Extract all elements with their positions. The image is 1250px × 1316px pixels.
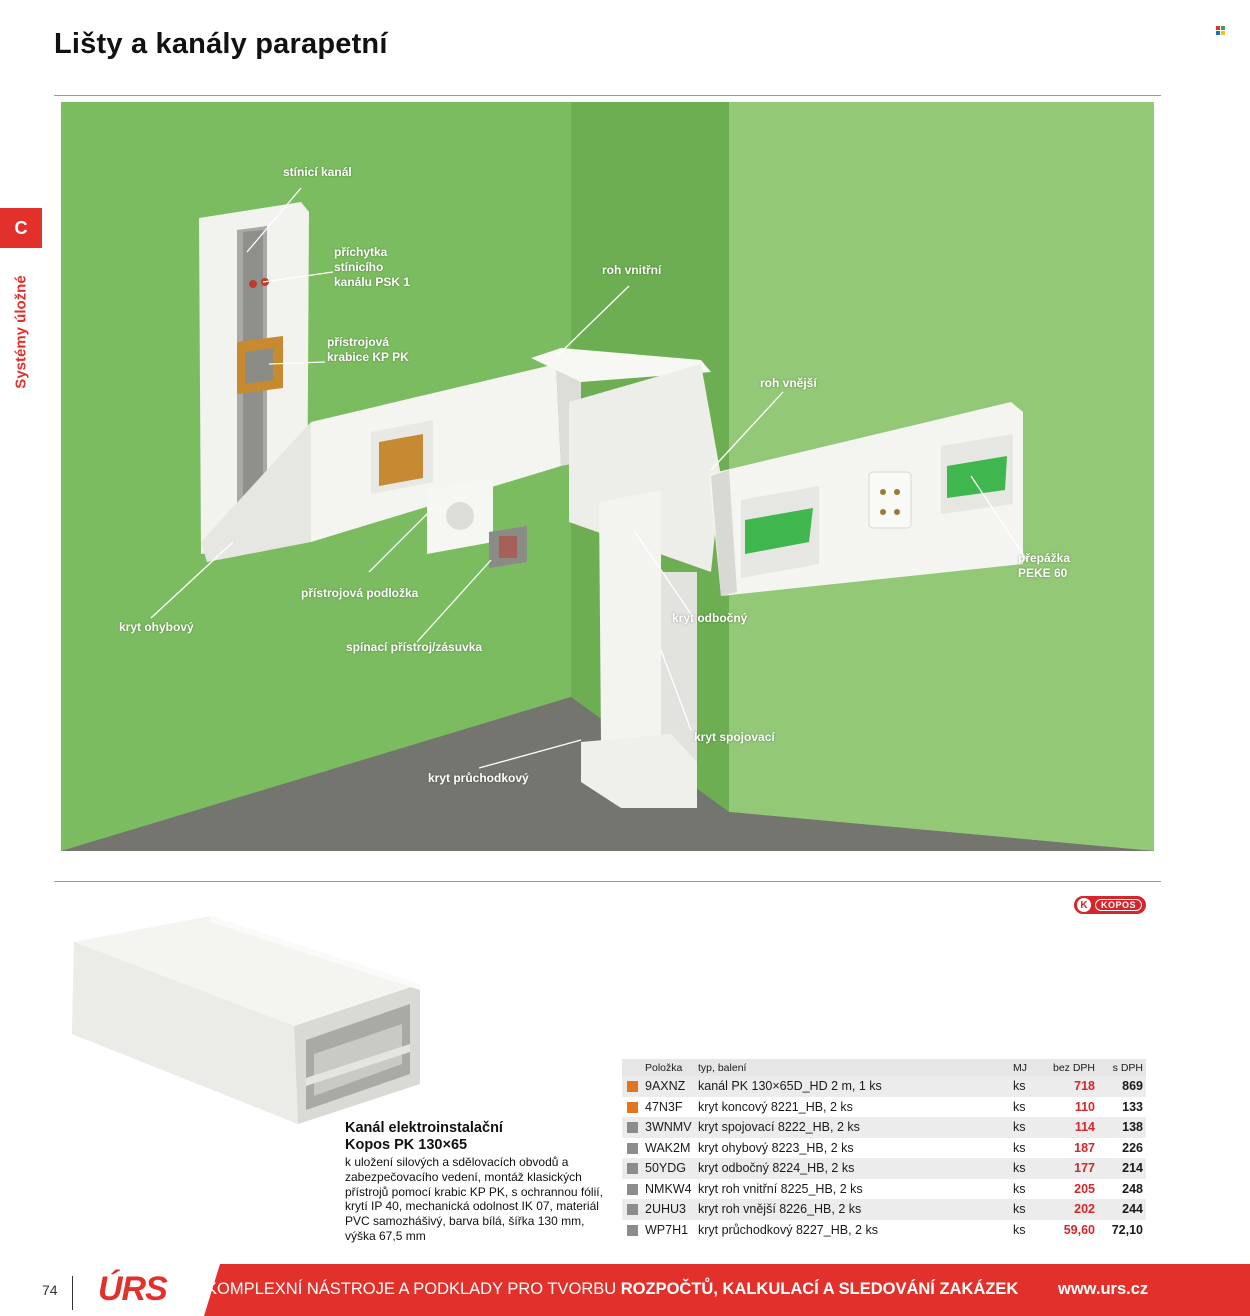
color-swatch-square — [627, 1143, 638, 1154]
price-gross: 869 — [1098, 1076, 1146, 1097]
color-swatch-square — [627, 1122, 638, 1133]
color-swatch — [622, 1097, 642, 1118]
callout-prepazka: přepážka PEKE 60 — [1018, 551, 1071, 580]
item-code: WP7H1 — [645, 1222, 689, 1237]
item-unit: ks — [1010, 1117, 1040, 1138]
item-code: 2UHU3 — [642, 1199, 695, 1220]
callout-kryt-odbocny: kryt odbočný — [672, 611, 748, 625]
item-code: 9AXNZ — [642, 1076, 695, 1097]
item-unit: ks — [1013, 1222, 1026, 1237]
price-table — [622, 1059, 1146, 1240]
product-description: k uložení silových a sdělovacích obvodů a zabezpečovacího vedení, montáž klasických přístrojů pomocí krabic KP PK, s ochrannou fólií, krytí IP 40, mechanická odolnost IK 07, materiál PVC samozhášivý, barva bílá, šířka 130 mm, výška 67,5 mm — [345, 1155, 603, 1243]
price-gross: 226 — [1122, 1140, 1143, 1155]
color-swatch-square — [627, 1081, 638, 1092]
callout-kryt-ohybovy: kryt ohybový — [119, 620, 194, 634]
table-header-row — [622, 1059, 1146, 1076]
price-gross: 72,10 — [1111, 1222, 1143, 1237]
item-type: kryt roh vnitřní 8225_HB, 2 ks — [698, 1181, 863, 1196]
item-type: kryt průchodkový 8227_HB, 2 ks — [698, 1222, 878, 1237]
item-unit: ks — [1013, 1099, 1026, 1114]
price-net: 110 — [1074, 1099, 1095, 1114]
price-gross: 138 — [1098, 1117, 1146, 1138]
urs-logo: ÚRS — [98, 1270, 167, 1308]
callout-roh-vnejsi: roh vnější — [760, 376, 817, 390]
installation-illustration — [61, 102, 1154, 851]
header-net: bez DPH — [1040, 1059, 1098, 1076]
page-title: Lišty a kanály parapetní — [54, 28, 388, 60]
item-unit: ks — [1010, 1199, 1040, 1220]
table-row — [622, 1199, 1146, 1220]
kopos-logo-word: KOPOS — [1095, 899, 1142, 911]
color-swatch — [622, 1117, 642, 1138]
color-swatch-square — [627, 1163, 638, 1174]
product-image — [70, 914, 430, 1134]
kopos-logo-mark: K — [1077, 898, 1091, 912]
price-net: 177 — [1040, 1158, 1098, 1179]
table-row — [622, 1158, 1146, 1179]
footer-divider — [72, 1276, 73, 1310]
callout-pristrojova-krabice: přístrojová krabice KP PK — [327, 335, 409, 364]
product-title-line1: Kanál elektroinstalační — [345, 1120, 503, 1136]
product-title — [345, 1120, 503, 1154]
price-gross: 244 — [1098, 1199, 1146, 1220]
item-unit: ks — [1013, 1140, 1026, 1155]
price-net: 202 — [1040, 1199, 1098, 1220]
item-type: kryt spojovací 8222_HB, 2 ks — [695, 1117, 1010, 1138]
callout-stinici-kanal: stínicí kanál — [283, 165, 352, 179]
item-type: kanál PK 130×65D_HD 2 m, 1 ks — [695, 1076, 1010, 1097]
callout-kryt-spojovaci: kryt spojovací — [694, 730, 775, 744]
callout-spinaci-pristroj: spínací přístroj/zásuvka — [346, 640, 483, 654]
price-net: 187 — [1074, 1140, 1095, 1155]
item-code: 47N3F — [645, 1099, 683, 1114]
table-row — [622, 1097, 1146, 1118]
color-swatch-square — [627, 1184, 638, 1195]
table-row — [622, 1138, 1146, 1159]
table-row — [622, 1220, 1146, 1241]
middle-rule — [54, 881, 1161, 882]
footer-slogan-plain: KOMPLEXNÍ NÁSTROJE A PODKLADY PRO TVORBU — [206, 1280, 621, 1298]
color-swatch — [622, 1220, 642, 1241]
color-swatch-square — [627, 1204, 638, 1215]
table-row — [622, 1179, 1146, 1200]
price-net: 114 — [1040, 1117, 1098, 1138]
item-type: kryt koncový 8221_HB, 2 ks — [698, 1099, 853, 1114]
item-unit: ks — [1010, 1076, 1040, 1097]
color-swatch — [622, 1158, 642, 1179]
callout-kryt-pruchodkovy: kryt průchodkový — [428, 771, 529, 785]
footer-website-link[interactable]: www.urs.cz — [1058, 1280, 1149, 1298]
item-type: kryt odbočný 8224_HB, 2 ks — [695, 1158, 1010, 1179]
callout-roh-vnitrni: roh vnitřní — [602, 263, 662, 277]
callout-pristrojova-podlozka: přístrojová podložka — [301, 586, 419, 600]
product-title-line2: Kopos PK 130×65 — [345, 1137, 468, 1153]
header-item: Položka — [642, 1059, 695, 1076]
price-gross: 248 — [1122, 1181, 1143, 1196]
footer-slogan-bold: ROZPOČTŮ, KALKULACÍ A SLEDOVÁNÍ ZAKÁZEK — [620, 1280, 1019, 1298]
color-swatch — [622, 1138, 642, 1159]
callout-prichytka: příchytka stínicího kanálu PSK 1 — [334, 245, 411, 289]
item-code: NMKW4 — [645, 1181, 692, 1196]
footer-slogan — [206, 1280, 1018, 1299]
price-gross: 214 — [1098, 1158, 1146, 1179]
color-swatch-square — [627, 1102, 638, 1113]
price-gross: 133 — [1122, 1099, 1143, 1114]
price-net: 718 — [1040, 1076, 1098, 1097]
header-mj: MJ — [1010, 1059, 1040, 1076]
item-type: kryt roh vnější 8226_HB, 2 ks — [695, 1199, 1010, 1220]
corner-color-mark — [1216, 26, 1226, 36]
color-swatch — [622, 1199, 642, 1220]
page-number: 74 — [42, 1282, 58, 1298]
item-code: 3WNMV — [642, 1117, 695, 1138]
item-type: kryt ohybový 8223_HB, 2 ks — [698, 1140, 854, 1155]
top-rule — [54, 95, 1161, 96]
header-type: typ, balení — [695, 1059, 1010, 1076]
table-row — [622, 1076, 1146, 1097]
scene-drawing — [61, 102, 1154, 851]
color-swatch — [622, 1076, 642, 1097]
color-swatch — [622, 1179, 642, 1200]
item-code: 50YDG — [642, 1158, 695, 1179]
section-label: Systémy úložné — [12, 275, 30, 389]
header-gross: s DPH — [1098, 1059, 1146, 1076]
item-code: WAK2M — [645, 1140, 691, 1155]
price-net: 59,60 — [1063, 1222, 1095, 1237]
color-swatch-square — [627, 1225, 638, 1236]
item-unit: ks — [1013, 1181, 1026, 1196]
kopos-logo — [1074, 896, 1146, 914]
price-net: 205 — [1074, 1181, 1095, 1196]
table-row — [622, 1117, 1146, 1138]
item-unit: ks — [1010, 1158, 1040, 1179]
section-tab: C — [0, 208, 42, 248]
